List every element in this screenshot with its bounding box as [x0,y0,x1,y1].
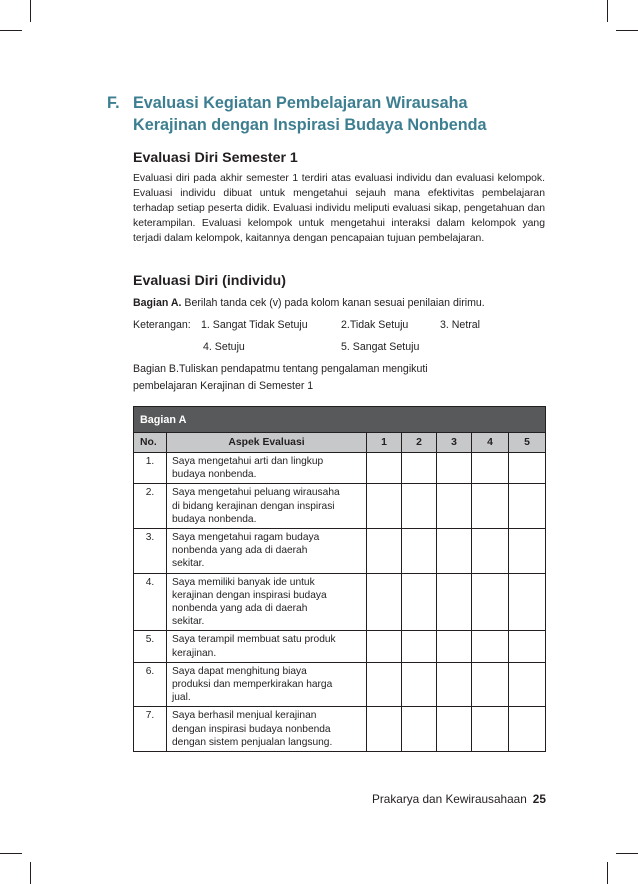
score-cell-5[interactable] [509,573,546,631]
row-number: 4. [134,573,167,631]
row-statement [167,631,367,662]
score-cell-1[interactable] [367,631,402,662]
header-score-3: 3 [437,433,472,453]
score-cell-2[interactable] [402,662,437,707]
score-cell-1[interactable] [367,484,402,529]
table-row [134,707,546,752]
header-score-2: 2 [402,433,437,453]
page-number: 25 [532,792,546,806]
crop-mark-tl-v [30,0,31,22]
score-cell-4[interactable] [472,529,509,574]
score-cell-2[interactable] [402,707,437,752]
score-cell-2[interactable] [402,573,437,631]
section-title-line-2: Kerajinan dengan Inspirasi Budaya Nonbenda [133,116,487,134]
statement-line: budaya nonbenda. [172,513,257,525]
statement-line: kerajinan dengan inspirasi budaya [172,589,327,601]
table-row [134,662,546,707]
row-statement [167,662,367,707]
table-row [134,453,546,484]
score-cell-1[interactable] [367,662,402,707]
table-title: Bagian A [134,407,546,433]
row-statement [167,453,367,484]
score-cell-5[interactable] [509,529,546,574]
score-cell-1[interactable] [367,573,402,631]
score-cell-3[interactable] [437,707,472,752]
statement-line: produksi dan memperkirakan harga [172,679,333,691]
score-cell-1[interactable] [367,707,402,752]
score-cell-2[interactable] [402,453,437,484]
score-cell-4[interactable] [472,484,509,529]
bagian-b-line-2: pembelajaran Kerajinan di Semester 1 [133,380,314,392]
semester-heading: Evaluasi Diri Semester 1 [133,150,298,166]
score-cell-3[interactable] [437,573,472,631]
score-cell-2[interactable] [402,484,437,529]
score-cell-4[interactable] [472,707,509,752]
score-cell-5[interactable] [509,662,546,707]
header-aspek: Aspek Evaluasi [167,433,367,453]
statement-line: sekitar. [172,558,205,570]
row-number: 1. [134,453,167,484]
statement-line: Saya mengetahui ragam budaya [172,532,320,544]
table-header-row [134,433,546,453]
footer-book-title: Prakarya dan Kewirausahaan [372,792,527,806]
score-cell-3[interactable] [437,662,472,707]
score-cell-3[interactable] [437,453,472,484]
header-score-5: 5 [509,433,546,453]
score-cell-4[interactable] [472,662,509,707]
row-statement [167,573,367,631]
statement-line: Saya mengetahui peluang wirausaha [172,487,340,499]
statement-line: kerajinan. [172,647,217,659]
row-number: 7. [134,707,167,752]
crop-mark-br-h [616,853,638,854]
keterangan-5: 5. Sangat Setuju [341,341,420,353]
score-cell-2[interactable] [402,631,437,662]
keterangan-2: 2.Tidak Setuju [341,319,409,331]
score-cell-2[interactable] [402,529,437,574]
table-row [134,484,546,529]
statement-line: dengan inspirasi budaya nonbenda [172,723,331,735]
bagian-a-instruction-line [133,297,485,309]
score-cell-3[interactable] [437,484,472,529]
statement-line: Saya terampil membuat satu produk [172,634,336,646]
header-score-4: 4 [472,433,509,453]
score-cell-5[interactable] [509,631,546,662]
keterangan-4: 4. Setuju [203,341,245,353]
crop-mark-tl-h [0,30,22,31]
score-cell-3[interactable] [437,631,472,662]
score-cell-5[interactable] [509,707,546,752]
table-row [134,631,546,662]
keterangan-3: 3. Netral [440,319,481,331]
statement-line: Saya berhasil menjual kerajinan [172,710,317,722]
row-number: 6. [134,662,167,707]
statement-line: Saya mengetahui arti dan lingkup [172,456,324,467]
row-number: 3. [134,529,167,574]
header-no: No. [134,433,167,453]
statement-line: di bidang kerajinan dengan inspirasi [172,500,335,512]
row-statement [167,529,367,574]
crop-mark-bl-v [30,862,31,884]
statement-line: budaya nonbenda. [172,469,257,481]
page-footer [372,792,546,806]
score-cell-4[interactable] [472,453,509,484]
score-cell-3[interactable] [437,529,472,574]
crop-mark-tr-h [616,30,638,31]
crop-mark-tr-v [607,0,608,22]
table-row [134,529,546,574]
statement-line: Saya dapat menghitung biaya [172,665,307,677]
evaluation-table [133,406,546,752]
statement-line: dengan sistem penjualan langsung. [172,736,333,748]
statement-line: nonbenda yang ada di daerah [172,545,308,557]
row-number: 5. [134,631,167,662]
score-cell-4[interactable] [472,573,509,631]
keterangan-label: Keterangan: [133,319,191,331]
score-cell-4[interactable] [472,631,509,662]
crop-mark-br-v [607,862,608,884]
table-row [134,573,546,631]
row-statement [167,707,367,752]
statement-line: jual. [172,692,191,704]
statement-line: nonbenda yang ada di daerah [172,603,308,615]
bagian-a-instruction: Berilah tanda cek (v) pada kolom kanan sesuai penilaian dirimu. [184,297,485,309]
keterangan-1: 1. Sangat Tidak Setuju [201,319,308,331]
semester-paragraph: Evaluasi diri pada akhir semester 1 terdiri atas evaluasi individu dan evaluasi kelompok. Evaluasi individu dibuat untuk mengetahui sejauh mana efektivitas pembelajaran terhadap setiap peserta didik. Evaluasi individu meliputi evaluasi sikap, pengetahuan dan keterampilan. Evaluasi kelompok untuk mengetahui interaksi dalam kelompok yang terjadi dalam kelompok, kaitannya dengan pencapaian tujuan pembelajaran. [133,173,545,245]
bagian-b-line-1: Bagian B.Tuliskan pendapatmu tentang pengalaman mengikuti [133,363,428,375]
header-score-1: 1 [367,433,402,453]
score-cell-5[interactable] [509,484,546,529]
statement-line: Saya memiliki banyak ide untuk [172,576,315,588]
bagian-a-label: Bagian A. [133,297,182,309]
section-title-line-1: Evaluasi Kegiatan Pembelajaran Wirausaha [133,94,468,112]
row-number: 2. [134,484,167,529]
crop-mark-bl-h [0,853,22,854]
individu-heading: Evaluasi Diri (individu) [133,273,286,289]
statement-line: sekitar. [172,616,205,628]
row-statement [167,484,367,529]
section-letter: F. [107,94,120,112]
score-cell-1[interactable] [367,529,402,574]
score-cell-5[interactable] [509,453,546,484]
score-cell-1[interactable] [367,453,402,484]
